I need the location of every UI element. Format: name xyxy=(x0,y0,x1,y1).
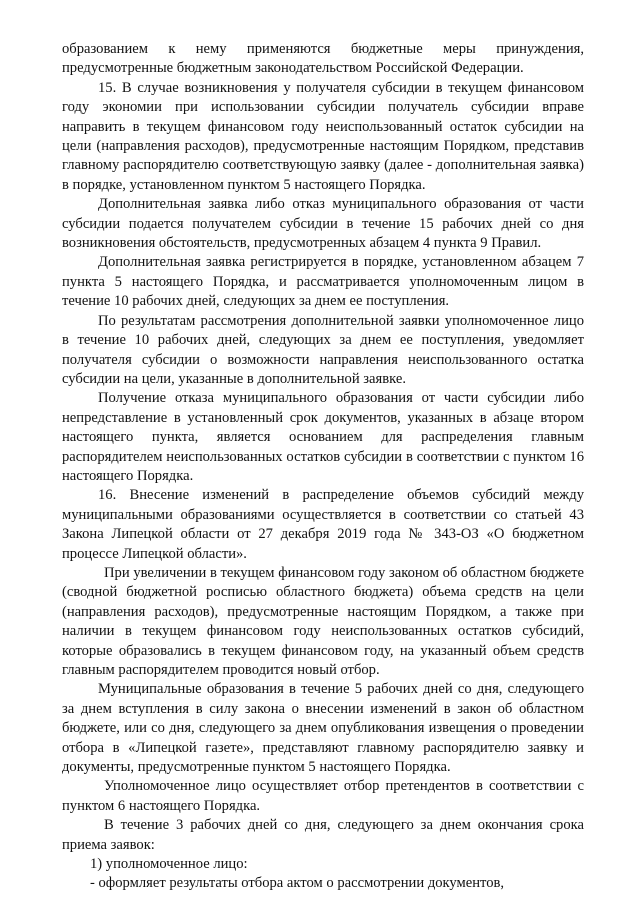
paragraph-refusal: Получение отказа муниципального образования от части субсидии либо непредставление в установленный срок документов, указанных в абзаце втором настоящего пункта, является основанием для распределения главным распорядителем неиспользованных остатков субсидии в соответствии с пунктом 16 настоящего Порядка. xyxy=(62,390,584,484)
paragraph-additional-application: Дополнительная заявка либо отказ муниципального образования от части субсидии подается получателем субсидии в течение 15 рабочих дней со дня возникновения обстоятельств, предусмотренных абзацем 4 пункта 9 Правил. xyxy=(62,196,584,252)
paragraph-continuation: образованием к нему применяются бюджетные меры принуждения, предусмотренные бюджетным законодательством Российской Федерации. xyxy=(62,41,584,77)
paragraph-review-results: По результатам рассмотрения дополнительной заявки уполномоченное лицо в течение 10 рабочих дней, следующих за днем ее поступления, уведомляет получателя субсидии о возможности направления неиспользованного остатка субсидии на цели, указанные в дополнительной заявке. xyxy=(62,312,584,387)
paragraph-registration: Дополнительная заявка регистрируется в порядке, установленном абзацем 7 пункта 5 настоящего Порядка, и рассматривается уполномоченным лицом в течение 10 рабочих дней, следующих за днем ее поступления. xyxy=(62,254,584,310)
paragraph-item-16: 16. Внесение изменений в распределение объемов субсидий между муниципальными образованиями осуществляется в соответствии со статьей 43 Закона Липецкой области от 27 декабря 2019 года № 343-ОЗ «О бюджетном процессе Липецкой области». xyxy=(62,487,584,562)
document-page xyxy=(62,40,584,894)
list-item-dash: - оформляет результаты отбора актом о рассмотрении документов, xyxy=(90,875,505,892)
paragraph-budget-increase: При увеличении в текущем финансовом году законом об областном бюджете (сводной бюджетной росписью областного бюджета) объема средств на цели (направления расходов), предусмотренные настоящим Порядком, а также при наличии в текущем финансовом году неиспользованных остатков субсидий, которые образовались в текущем финансовом году, на указанный объем средств главным распорядителем проводится новый отбор. xyxy=(62,564,584,678)
list-item-1: 1) уполномоченное лицо: xyxy=(90,856,248,873)
paragraph-municipal-formations: Муниципальные образования в течение 5 рабочих дней со дня, следующего за днем вступления в силу закона о внесении изменений в закон об областном бюджете, или со дня, следующего за днем опубликования извещения о проведении отбора в «Липецкой газете», представляют главному распорядителю заявку и документы, предусмотренные пунктом 5 настоящего Порядка. xyxy=(62,681,584,776)
paragraph-item-15: 15. В случае возникновения у получателя субсидии в текущем финансовом году экономии при использовании субсидии получатель субсидии вправе направить в текущем финансовом году неиспользованный остаток субсидии на цели (направления расходов), предусмотренные настоящим Порядком, представив главному распорядителю соответствующую заявку (далее - дополнительная заявка) в порядке, установленном пунктом 5 настоящего Порядка. xyxy=(62,79,584,193)
paragraph-three-days: В течение 3 рабочих дней со дня, следующего за днем окончания срока приема заявок: xyxy=(62,817,584,853)
paragraph-authorized-person: Уполномоченное лицо осуществляет отбор претендентов в соответствии с пунктом 6 настоящего Порядка. xyxy=(62,778,584,814)
